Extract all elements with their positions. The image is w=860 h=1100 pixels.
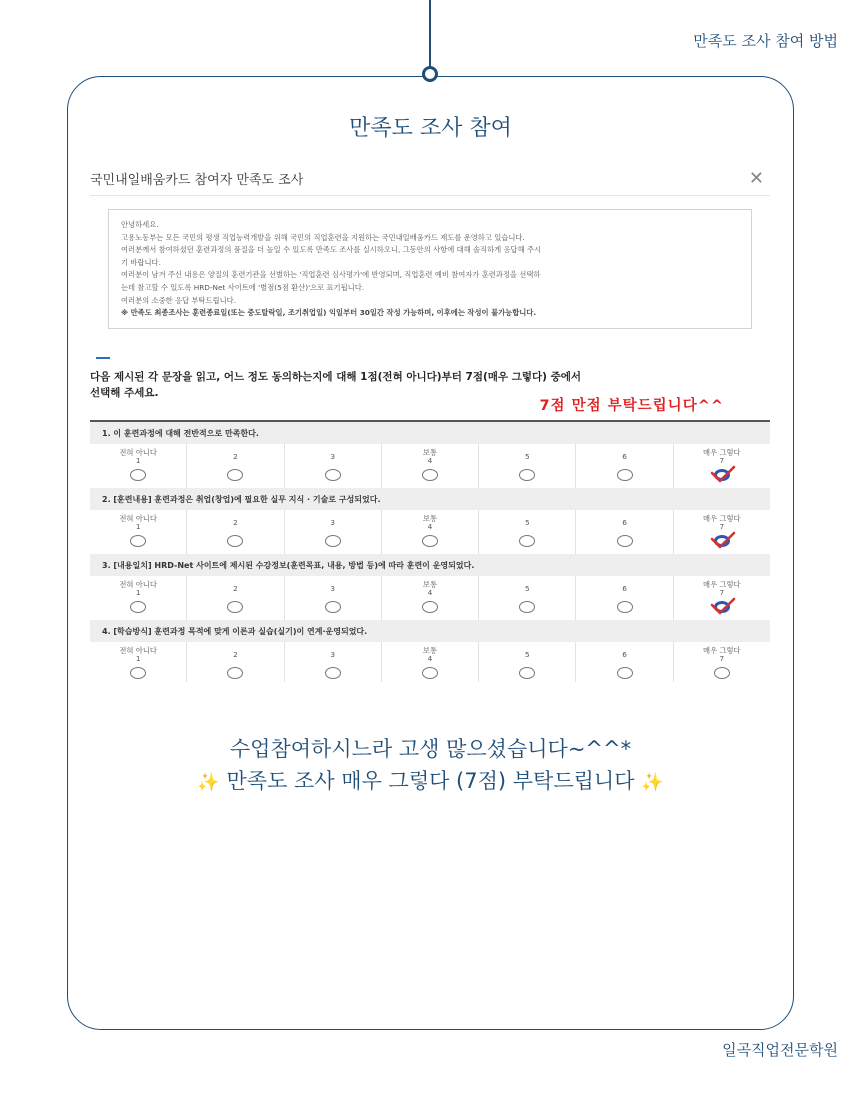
radio-button[interactable]	[617, 667, 633, 679]
rating-option-7[interactable]	[674, 642, 770, 682]
radio-button[interactable]	[519, 601, 535, 613]
sparkle-icon: ✨	[197, 772, 220, 793]
rating-scale	[90, 444, 770, 488]
scale-number: 3	[330, 650, 336, 659]
checkmark-icon	[710, 464, 736, 484]
scale-label: 매우 그렇다	[703, 646, 741, 655]
question-title: 2. [훈련내용] 훈련과정은 취업(창업)에 필요한 실무 지식 · 기술로 구성되었다.	[90, 488, 770, 510]
question-title: 4. [학습방식] 훈련과정 목적에 맞게 이론과 실습(실기)이 연계·운영되었다.	[90, 620, 770, 642]
radio-button[interactable]	[227, 535, 243, 547]
survey-notice	[108, 209, 752, 329]
scale-number: 1	[135, 654, 141, 663]
section-label: 만족도 조사 참여 방법	[693, 32, 838, 50]
rating-option-3[interactable]	[285, 576, 382, 620]
scale-number: 5	[524, 518, 530, 527]
instruction-line: 선택해 주세요.	[90, 386, 159, 399]
thanks-line-1	[68, 733, 793, 765]
scale-number: 4	[427, 522, 433, 531]
rating-option-5[interactable]	[479, 444, 576, 488]
notice-line: 여러분께서 참여하셨던 훈련과정의 품질을 더 높일 수 있도록 만족도 조사를 실시하오니, 그동안의 사항에 대해 솔직하게 응답해 주시	[121, 245, 542, 255]
question-title: 3. [내용일치] HRD-Net 사이트에 제시된 수강정보(훈련목표, 내용, 방법 등)에 따라 훈련이 운영되었다.	[90, 554, 770, 576]
scale-number: 4	[427, 588, 433, 597]
scale-number: 3	[330, 584, 336, 593]
radio-button[interactable]	[227, 469, 243, 481]
radio-button[interactable]	[422, 535, 438, 547]
scale-number: 4	[427, 456, 433, 465]
radio-button[interactable]	[519, 469, 535, 481]
notice-line: 고용노동부는 모든 국민의 평생 직업능력개발을 위해 국민의 직업훈련을 지원하는 국민내일배움카드 제도를 운영하고 있습니다.	[121, 232, 525, 242]
rating-option-3[interactable]	[285, 444, 382, 488]
scale-number: 6	[622, 584, 627, 593]
rating-option-3[interactable]	[285, 510, 382, 554]
rating-option-6[interactable]	[576, 444, 673, 488]
notice-line: 여러분이 남겨 주신 내용은 양질의 훈련기관을 선별하는 '직업훈련 심사평가'에 반영되며, 직업훈련 예비 참여자가 훈련과정을 선택하	[121, 270, 541, 280]
rating-option-1[interactable]	[90, 576, 187, 620]
rating-scale	[90, 642, 770, 682]
scale-label: 전혀 아니다	[119, 646, 157, 655]
rating-option-4[interactable]	[382, 444, 479, 488]
rating-option-7[interactable]	[674, 510, 770, 554]
question-title: 1. 이 훈련과정에 대해 전반적으로 만족한다.	[90, 422, 770, 444]
rating-option-5[interactable]	[479, 576, 576, 620]
scale-number: 6	[622, 518, 627, 527]
scale-number: 7	[719, 522, 725, 531]
scale-number: 6	[622, 650, 627, 659]
radio-button[interactable]	[130, 601, 146, 613]
scale-number: 3	[330, 518, 336, 527]
notice-line: 여러분의 소중한 응답 부탁드립니다.	[121, 295, 237, 305]
thanks-text: 수업참여하시느라 고생 많으셨습니다~^^*	[229, 737, 632, 761]
scale-number: 5	[524, 650, 530, 659]
radio-button[interactable]	[519, 667, 535, 679]
scale-number: 1	[135, 456, 141, 465]
scale-number: 7	[719, 456, 725, 465]
connector-line	[429, 0, 431, 68]
rating-request: 7점 만점 부탁드립니다^^	[539, 398, 724, 414]
rating-scale	[90, 510, 770, 554]
scale-label: 전혀 아니다	[119, 580, 157, 589]
instruction-line: 다음 제시된 각 문장을 읽고, 어느 정도 동의하는지에 대해 1점(전혀 아니다)부터 7점(매우 그렇다) 중에서	[90, 370, 582, 383]
scale-label: 보통	[422, 448, 438, 457]
radio-button[interactable]	[325, 601, 341, 613]
radio-button[interactable]	[227, 667, 243, 679]
radio-button[interactable]	[130, 469, 146, 481]
radio-button[interactable]	[325, 535, 341, 547]
rating-option-5[interactable]	[479, 510, 576, 554]
scale-number: 5	[524, 452, 530, 461]
scale-number: 7	[719, 654, 725, 663]
rating-option-6[interactable]	[576, 576, 673, 620]
radio-button[interactable]	[325, 667, 341, 679]
radio-button[interactable]	[617, 535, 633, 547]
rating-option-2[interactable]	[187, 576, 284, 620]
radio-button[interactable]	[714, 667, 730, 679]
instruction-card	[67, 76, 794, 1030]
scale-number: 2	[233, 452, 238, 461]
rating-option-1[interactable]	[90, 642, 187, 682]
rating-option-5[interactable]	[479, 642, 576, 682]
rating-option-1[interactable]	[90, 444, 187, 488]
card-title: 만족도 조사 참여	[349, 116, 512, 141]
rating-option-4[interactable]	[382, 510, 479, 554]
close-icon[interactable]: ✕	[748, 168, 764, 189]
scale-label: 매우 그렇다	[703, 448, 741, 457]
rating-option-6[interactable]	[576, 642, 673, 682]
radio-button[interactable]	[422, 667, 438, 679]
rating-option-2[interactable]	[187, 510, 284, 554]
scale-number: 7	[719, 588, 725, 597]
checkmark-icon	[710, 530, 736, 550]
scale-number: 5	[524, 584, 530, 593]
scale-label: 보통	[422, 514, 438, 523]
scale-number: 1	[135, 522, 141, 531]
thanks-line-2	[68, 765, 793, 799]
scale-number: 4	[427, 654, 433, 663]
rating-option-1[interactable]	[90, 510, 187, 554]
notice-line: 안녕하세요.	[121, 220, 159, 229]
thanks-message	[68, 733, 793, 799]
connector-dot	[422, 66, 438, 82]
radio-button[interactable]	[519, 535, 535, 547]
notice-line: 기 바랍니다.	[121, 257, 161, 267]
scale-number: 2	[233, 518, 238, 527]
question-list	[90, 420, 770, 682]
survey-screenshot	[90, 162, 770, 682]
accent-bar	[96, 357, 110, 359]
radio-button[interactable]	[130, 667, 146, 679]
scale-label: 매우 그렇다	[703, 580, 741, 589]
rating-option-4[interactable]	[382, 576, 479, 620]
academy-name: 일곡직업전문학원	[722, 1041, 838, 1059]
scale-label: 보통	[422, 646, 438, 655]
rating-option-3[interactable]	[285, 642, 382, 682]
radio-button[interactable]	[325, 469, 341, 481]
rating-scale	[90, 576, 770, 620]
rating-option-2[interactable]	[187, 444, 284, 488]
notice-warning: ※ 만족도 최종조사는 훈련종료일(또는 중도탈락일, 조기취업일) 익일부터 30일간 작성 가능하며, 이후에는 작성이 불가능합니다.	[121, 308, 537, 318]
scale-label: 매우 그렇다	[703, 514, 741, 523]
rating-option-6[interactable]	[576, 510, 673, 554]
survey-title: 국민내일배움카드 참여자 만족도 조사	[90, 173, 304, 188]
radio-button[interactable]	[422, 601, 438, 613]
checkmark-icon	[710, 596, 736, 616]
rating-option-7[interactable]	[674, 576, 770, 620]
scale-number: 6	[622, 452, 627, 461]
scale-number: 3	[330, 452, 336, 461]
scale-label: 전혀 아니다	[119, 514, 157, 523]
rating-option-2[interactable]	[187, 642, 284, 682]
radio-button[interactable]	[617, 469, 633, 481]
rating-option-7[interactable]	[674, 444, 770, 488]
notice-line: 는데 참고할 수 있도록 HRD-Net 사이트에 '별점(5점 환산)'으로 표기됩니다.	[121, 282, 365, 292]
radio-button[interactable]	[227, 601, 243, 613]
radio-button[interactable]	[130, 535, 146, 547]
scale-label: 보통	[422, 580, 438, 589]
scale-number: 2	[233, 650, 238, 659]
scale-number: 2	[233, 584, 238, 593]
survey-header	[90, 162, 770, 196]
scale-number: 1	[135, 588, 141, 597]
radio-button[interactable]	[422, 469, 438, 481]
sparkle-icon: ✨	[641, 772, 664, 793]
thanks-request-text: 만족도 조사 매우 그렇다 (7점) 부탁드립니다	[226, 769, 635, 793]
radio-button[interactable]	[617, 601, 633, 613]
scale-label: 전혀 아니다	[119, 448, 157, 457]
rating-option-4[interactable]	[382, 642, 479, 682]
